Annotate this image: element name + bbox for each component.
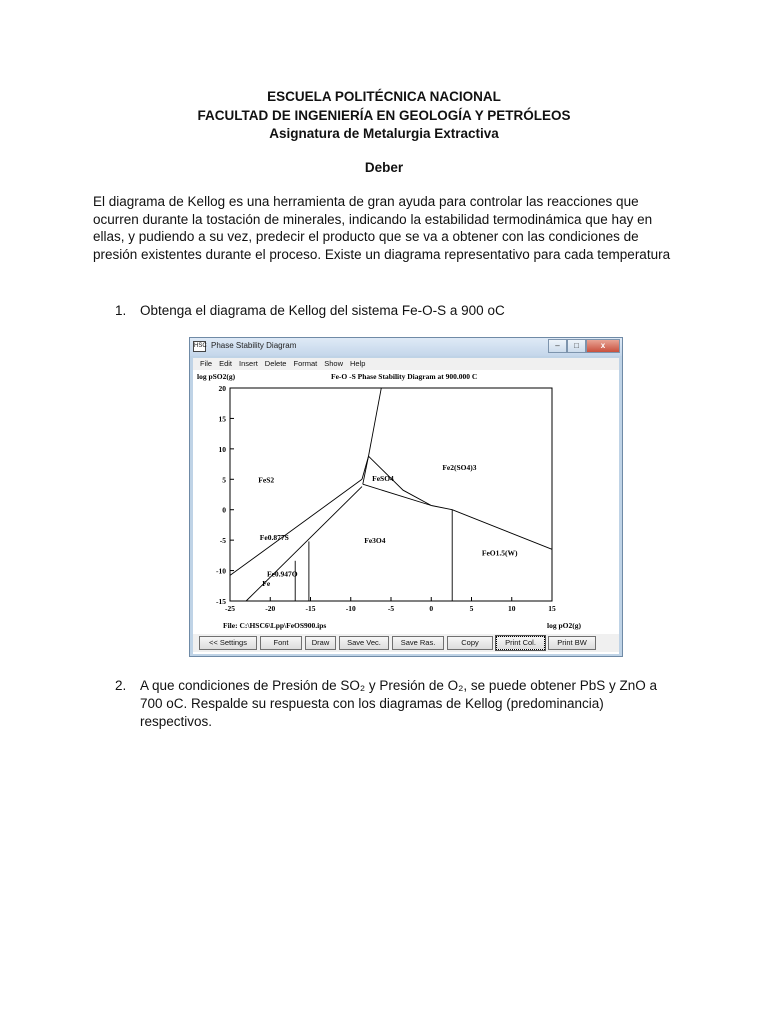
x-tick-label: 10	[508, 604, 516, 613]
button-row	[193, 634, 619, 652]
x-tick-label: 5	[469, 604, 474, 613]
minimize-button[interactable]: ‒	[548, 339, 567, 353]
print-color-button[interactable]: Print Col.	[496, 636, 545, 650]
phase-boundary-line	[369, 388, 382, 456]
y-tick-label: 20	[218, 384, 226, 393]
file-label: File: C:\HSC6\Lpp\FeOS900.ips	[223, 621, 327, 630]
region-label: Fe0.877S	[259, 533, 289, 543]
x-axis-label: log pO2(g)	[547, 621, 581, 630]
phase-boundary-line	[230, 479, 362, 575]
maximize-button[interactable]: □	[567, 339, 586, 353]
x-tick-label: 0	[429, 604, 434, 613]
question-2-text: A que condiciones de Presión de SO₂ y Presión de O₂, se puede obtener PbS y ZnO a 700 oC. Respalde su respuesta con los diagramas de Kellog (predominancia) respectivos.	[140, 678, 658, 729]
y-axis-label: log pSO2(g)	[197, 372, 236, 381]
phase-diagram-chart	[193, 370, 619, 634]
x-tick-label: -5	[387, 604, 395, 613]
y-tick-label: 5	[222, 475, 226, 485]
y-tick-label: -5	[219, 536, 226, 546]
region-label: Fe	[262, 578, 271, 588]
phase-boundary-line	[363, 456, 369, 484]
phase-stability-window-screenshot	[189, 337, 623, 657]
menu-help[interactable]: Help	[350, 359, 366, 368]
region-label: FeSO4	[372, 474, 394, 484]
y-tick-label: 15	[218, 414, 226, 424]
menu-delete[interactable]: Delete	[264, 359, 287, 368]
diagram-area	[193, 370, 619, 654]
print-bw-button[interactable]: Print BW	[548, 636, 596, 650]
window-title: Phase Stability Diagram	[211, 341, 297, 350]
region-label: Fe0.947O	[267, 569, 298, 579]
x-tick-label: -20	[265, 604, 276, 613]
chart-title: Fe-O -S Phase Stability Diagram at 900.000 C	[331, 372, 478, 381]
y-tick-label: 0	[222, 505, 226, 515]
y-tick-label: -10	[216, 566, 226, 576]
close-button[interactable]: x	[586, 339, 620, 353]
y-tick-label: 10	[218, 444, 226, 454]
region-label: Fe3O4	[364, 536, 386, 546]
y-tick-label: -15	[216, 597, 226, 606]
menu-format[interactable]: Format	[293, 359, 318, 368]
phase-boundary-line	[363, 484, 432, 505]
phase-boundary-line	[431, 506, 552, 550]
save-ras-button[interactable]: Save Ras.	[392, 636, 444, 650]
copy-button[interactable]: Copy	[447, 636, 493, 650]
region-label: Fe2(SO4)3	[442, 463, 477, 473]
menu-bar	[193, 358, 619, 370]
intro-paragraph: El diagrama de Kellog es una herramienta de gran ayuda para controlar las reacciones que ocurren durante la tostación de minerales, indicando la estabilidad termodinámica que hay en ellas, y pudiendo a su vez, predecir el producto que se va a obtener con las condiciones de presión existentes durante el proceso. Existe un diagrama representativo para cada temperatura	[93, 194, 671, 262]
x-tick-label: -15	[305, 604, 316, 613]
menu-show[interactable]: Show	[324, 359, 344, 368]
question-2-number: 2.	[115, 678, 127, 693]
menu-file[interactable]: File	[200, 359, 213, 368]
window-titlebar	[190, 338, 622, 356]
document-header	[0, 88, 768, 144]
institution-name: ESCUELA POLITÉCNICA NACIONAL	[267, 89, 501, 104]
faculty-name: FACULTAD DE INGENIERÍA EN GEOLOGÍA Y PETRÓLEOS	[197, 107, 571, 123]
menu-insert[interactable]: Insert	[239, 359, 258, 368]
question-1-number: 1.	[115, 303, 127, 318]
save-vec-button[interactable]: Save Vec.	[339, 636, 389, 650]
x-tick-label: -10	[345, 604, 356, 613]
course-name: Asignatura de Metalurgia Extractiva	[269, 126, 499, 141]
question-1-text: Obtenga el diagrama de Kellog del sistema Fe-O-S a 900 oC	[140, 303, 505, 318]
x-tick-label: -25	[225, 604, 235, 613]
menu-edit[interactable]: Edit	[219, 359, 233, 368]
region-label: FeO1.5(W)	[481, 548, 518, 558]
x-tick-label: 15	[548, 604, 556, 613]
app-icon: HSC	[193, 341, 206, 352]
font-button[interactable]: Font	[260, 636, 302, 650]
draw-button[interactable]: Draw	[305, 636, 336, 650]
region-label: FeS2	[258, 475, 275, 485]
section-title: Deber	[364, 160, 404, 175]
settings-button[interactable]: << Settings	[199, 636, 257, 650]
